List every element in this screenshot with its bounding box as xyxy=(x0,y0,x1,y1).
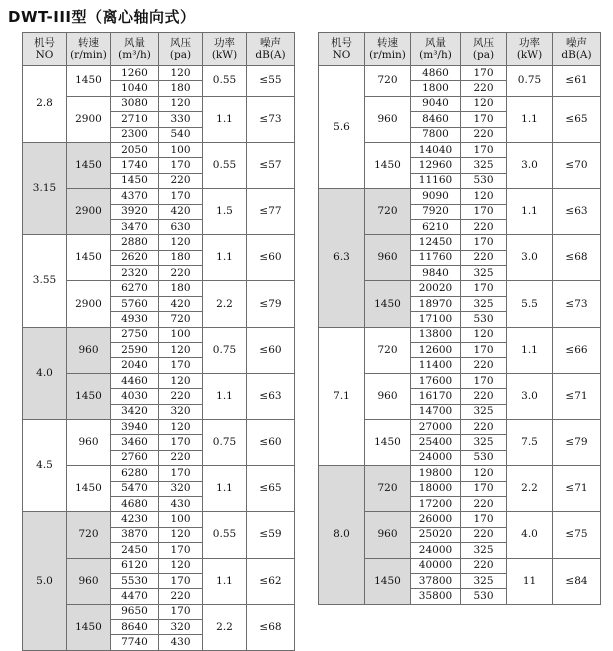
airflow-cell: 20020 xyxy=(411,281,461,296)
pressure-cell: 120 xyxy=(159,558,203,573)
header-unit: (kW) xyxy=(516,49,543,61)
airflow-cell: 1740 xyxy=(111,158,159,173)
airflow-cell: 8640 xyxy=(111,620,159,635)
power-cell: 0.75 xyxy=(203,419,247,465)
airflow-cell: 4930 xyxy=(111,312,159,327)
pressure-cell: 220 xyxy=(159,266,203,281)
power-cell: 1.1 xyxy=(203,235,247,281)
noise-cell: ≤79 xyxy=(247,281,295,327)
airflow-cell: 40000 xyxy=(411,558,461,573)
speed-cell: 720 xyxy=(365,189,411,235)
model-no-cell: 5.0 xyxy=(23,512,67,651)
pressure-cell: 170 xyxy=(159,543,203,558)
airflow-cell: 2040 xyxy=(111,358,159,373)
airflow-cell: 11160 xyxy=(411,173,461,188)
noise-cell: ≤77 xyxy=(247,189,295,235)
airflow-cell: 6210 xyxy=(411,219,461,234)
noise-cell: ≤65 xyxy=(553,96,601,142)
speed-cell: 720 xyxy=(67,512,111,558)
pressure-cell: 120 xyxy=(461,466,507,481)
noise-cell: ≤84 xyxy=(553,558,601,604)
pressure-cell: 220 xyxy=(159,450,203,465)
pressure-cell: 325 xyxy=(461,573,507,588)
table-row xyxy=(319,327,601,342)
noise-cell: ≤79 xyxy=(553,419,601,465)
airflow-cell: 2750 xyxy=(111,327,159,342)
airflow-cell: 4460 xyxy=(111,373,159,388)
header-label: 风量 xyxy=(425,37,446,49)
table-row xyxy=(23,327,295,342)
header-power xyxy=(203,33,247,66)
header-label: 功率 xyxy=(519,37,540,49)
header-power xyxy=(507,33,553,66)
power-cell: 5.5 xyxy=(507,281,553,327)
airflow-cell: 2760 xyxy=(111,450,159,465)
pressure-cell: 170 xyxy=(461,112,507,127)
pressure-cell: 220 xyxy=(461,419,507,434)
speed-cell: 1450 xyxy=(67,142,111,188)
airflow-cell: 26000 xyxy=(411,512,461,527)
speed-cell: 960 xyxy=(365,96,411,142)
pressure-cell: 220 xyxy=(461,127,507,142)
power-cell: 1.1 xyxy=(507,189,553,235)
pressure-cell: 100 xyxy=(159,142,203,157)
power-cell: 0.55 xyxy=(203,512,247,558)
header-speed xyxy=(365,33,411,66)
noise-cell: ≤70 xyxy=(553,142,601,188)
pressure-cell: 180 xyxy=(159,81,203,96)
speed-cell: 720 xyxy=(365,66,411,97)
header-unit: NO xyxy=(35,49,54,61)
airflow-cell: 25400 xyxy=(411,435,461,450)
airflow-cell: 5760 xyxy=(111,296,159,311)
pressure-cell: 220 xyxy=(159,173,203,188)
model-no-cell: 4.0 xyxy=(23,327,67,419)
pressure-cell: 120 xyxy=(159,66,203,81)
header-label: 功率 xyxy=(214,37,235,49)
pressure-cell: 420 xyxy=(159,296,203,311)
table-row xyxy=(23,142,295,157)
speed-cell: 960 xyxy=(365,512,411,558)
power-cell: 0.55 xyxy=(203,66,247,97)
airflow-cell: 9650 xyxy=(111,604,159,619)
model-no-cell: 4.5 xyxy=(23,419,67,511)
header-unit: (r/min) xyxy=(369,49,406,61)
airflow-cell: 9840 xyxy=(411,266,461,281)
header-pressure xyxy=(461,33,507,66)
model-no-cell: 3.55 xyxy=(23,235,67,327)
pressure-cell: 170 xyxy=(159,358,203,373)
pressure-cell: 530 xyxy=(461,173,507,188)
pressure-cell: 120 xyxy=(159,343,203,358)
power-cell: 1.1 xyxy=(507,327,553,373)
pressure-cell: 120 xyxy=(159,96,203,111)
speed-cell: 720 xyxy=(365,466,411,512)
pressure-cell: 420 xyxy=(159,204,203,219)
power-cell: 1.1 xyxy=(203,466,247,512)
speed-cell: 2900 xyxy=(67,189,111,235)
pressure-cell: 430 xyxy=(159,635,203,650)
pressure-cell: 320 xyxy=(159,481,203,496)
header-label: 机号 xyxy=(34,37,55,49)
noise-cell: ≤71 xyxy=(553,466,601,512)
pressure-cell: 630 xyxy=(159,219,203,234)
speed-cell: 1450 xyxy=(365,419,411,465)
power-cell: 1.5 xyxy=(203,189,247,235)
pressure-cell: 120 xyxy=(159,235,203,250)
speed-cell: 960 xyxy=(67,419,111,465)
airflow-cell: 12450 xyxy=(411,235,461,250)
airflow-cell: 2620 xyxy=(111,250,159,265)
pressure-cell: 170 xyxy=(461,66,507,81)
pressure-cell: 325 xyxy=(461,158,507,173)
noise-cell: ≤62 xyxy=(247,558,295,604)
header-noise xyxy=(553,33,601,66)
speed-cell: 2900 xyxy=(67,281,111,327)
airflow-cell: 18970 xyxy=(411,296,461,311)
airflow-cell: 4470 xyxy=(111,589,159,604)
airflow-cell: 9040 xyxy=(411,96,461,111)
power-cell: 1.1 xyxy=(203,558,247,604)
pressure-cell: 120 xyxy=(159,373,203,388)
header-row xyxy=(23,33,295,66)
airflow-cell: 2880 xyxy=(111,235,159,250)
pressure-cell: 330 xyxy=(159,112,203,127)
table-row xyxy=(23,419,295,434)
speed-cell: 1450 xyxy=(365,142,411,188)
airflow-cell: 6280 xyxy=(111,466,159,481)
power-cell: 4.0 xyxy=(507,512,553,558)
header-unit: dB(A) xyxy=(255,49,286,61)
pressure-cell: 220 xyxy=(461,219,507,234)
header-label: 噪声 xyxy=(566,37,587,49)
pressure-cell: 325 xyxy=(461,404,507,419)
airflow-cell: 11400 xyxy=(411,358,461,373)
model-no-cell: 2.8 xyxy=(23,66,67,143)
pressure-cell: 220 xyxy=(461,81,507,96)
power-cell: 1.1 xyxy=(507,96,553,142)
airflow-cell: 14040 xyxy=(411,142,461,157)
pressure-cell: 120 xyxy=(461,189,507,204)
airflow-cell: 3920 xyxy=(111,204,159,219)
power-cell: 0.55 xyxy=(203,142,247,188)
pressure-cell: 120 xyxy=(461,96,507,111)
airflow-cell: 1040 xyxy=(111,81,159,96)
table-row xyxy=(23,512,295,527)
power-cell: 7.5 xyxy=(507,419,553,465)
noise-cell: ≤66 xyxy=(553,327,601,373)
noise-cell: ≤73 xyxy=(247,96,295,142)
header-airflow xyxy=(111,33,159,66)
airflow-cell: 3420 xyxy=(111,404,159,419)
noise-cell: ≤61 xyxy=(553,66,601,97)
speed-cell: 1450 xyxy=(67,604,111,650)
airflow-cell: 2710 xyxy=(111,112,159,127)
airflow-cell: 6120 xyxy=(111,558,159,573)
pressure-cell: 325 xyxy=(461,543,507,558)
header-unit: (pa) xyxy=(169,49,192,61)
model-no-cell: 8.0 xyxy=(319,466,365,605)
noise-cell: ≤68 xyxy=(247,604,295,650)
pressure-cell: 120 xyxy=(159,527,203,542)
speed-cell: 720 xyxy=(365,327,411,373)
pressure-cell: 170 xyxy=(159,158,203,173)
header-unit: (m³/h) xyxy=(118,49,151,61)
pressure-cell: 170 xyxy=(159,604,203,619)
airflow-cell: 11760 xyxy=(411,250,461,265)
pressure-cell: 170 xyxy=(461,373,507,388)
header-label: 噪声 xyxy=(260,37,281,49)
power-cell: 11 xyxy=(507,558,553,604)
pressure-cell: 170 xyxy=(461,281,507,296)
power-cell: 0.75 xyxy=(507,66,553,97)
airflow-cell: 3870 xyxy=(111,527,159,542)
pressure-cell: 530 xyxy=(461,312,507,327)
header-unit: (m³/h) xyxy=(419,49,452,61)
model-no-cell: 7.1 xyxy=(319,327,365,466)
noise-cell: ≤57 xyxy=(247,142,295,188)
header-label: 转速 xyxy=(78,37,99,49)
header-label: 转速 xyxy=(377,37,398,49)
airflow-cell: 17100 xyxy=(411,312,461,327)
pressure-cell: 100 xyxy=(159,327,203,342)
header-model-no xyxy=(23,33,67,66)
airflow-cell: 25020 xyxy=(411,527,461,542)
model-no-cell: 6.3 xyxy=(319,189,365,328)
speed-cell: 1450 xyxy=(67,235,111,281)
noise-cell: ≤71 xyxy=(553,373,601,419)
header-unit: dB(A) xyxy=(561,49,592,61)
pressure-cell: 170 xyxy=(461,204,507,219)
pressure-cell: 170 xyxy=(461,481,507,496)
speed-cell: 1450 xyxy=(365,281,411,327)
airflow-cell: 8460 xyxy=(411,112,461,127)
pressure-cell: 530 xyxy=(461,450,507,465)
power-cell: 3.0 xyxy=(507,142,553,188)
pressure-cell: 320 xyxy=(159,620,203,635)
pressure-cell: 220 xyxy=(461,358,507,373)
airflow-cell: 16170 xyxy=(411,389,461,404)
noise-cell: ≤60 xyxy=(247,327,295,373)
speed-cell: 960 xyxy=(365,235,411,281)
airflow-cell: 27000 xyxy=(411,419,461,434)
noise-cell: ≤59 xyxy=(247,512,295,558)
speed-cell: 1450 xyxy=(67,466,111,512)
power-cell: 3.0 xyxy=(507,235,553,281)
airflow-cell: 2590 xyxy=(111,343,159,358)
header-row xyxy=(319,33,601,66)
airflow-cell: 3470 xyxy=(111,219,159,234)
airflow-cell: 7740 xyxy=(111,635,159,650)
speed-cell: 1450 xyxy=(67,373,111,419)
pressure-cell: 220 xyxy=(159,589,203,604)
pressure-cell: 220 xyxy=(159,389,203,404)
power-cell: 1.1 xyxy=(203,96,247,142)
pressure-cell: 170 xyxy=(461,343,507,358)
pressure-cell: 530 xyxy=(461,589,507,604)
pressure-cell: 220 xyxy=(461,558,507,573)
pressure-cell: 170 xyxy=(461,235,507,250)
pressure-cell: 170 xyxy=(159,573,203,588)
header-speed xyxy=(67,33,111,66)
model-no-cell: 5.6 xyxy=(319,66,365,189)
table-row xyxy=(319,189,601,204)
pressure-cell: 220 xyxy=(461,389,507,404)
header-unit: (kW) xyxy=(211,49,238,61)
pressure-cell: 220 xyxy=(461,496,507,511)
pressure-cell: 325 xyxy=(461,296,507,311)
header-label: 机号 xyxy=(331,37,352,49)
airflow-cell: 3080 xyxy=(111,96,159,111)
airflow-cell: 2300 xyxy=(111,127,159,142)
header-label: 风量 xyxy=(124,37,145,49)
airflow-cell: 2450 xyxy=(111,543,159,558)
table-row xyxy=(319,466,601,481)
airflow-cell: 17600 xyxy=(411,373,461,388)
header-unit: NO xyxy=(332,49,351,61)
pressure-cell: 170 xyxy=(159,466,203,481)
pressure-cell: 100 xyxy=(159,512,203,527)
pressure-cell: 220 xyxy=(461,527,507,542)
airflow-cell: 13800 xyxy=(411,327,461,342)
airflow-cell: 6270 xyxy=(111,281,159,296)
airflow-cell: 37800 xyxy=(411,573,461,588)
airflow-cell: 7800 xyxy=(411,127,461,142)
airflow-cell: 3940 xyxy=(111,419,159,434)
power-cell: 2.2 xyxy=(203,604,247,650)
airflow-cell: 4230 xyxy=(111,512,159,527)
airflow-cell: 17200 xyxy=(411,496,461,511)
power-cell: 0.75 xyxy=(203,327,247,373)
noise-cell: ≤68 xyxy=(553,235,601,281)
pressure-cell: 540 xyxy=(159,127,203,142)
airflow-cell: 35800 xyxy=(411,589,461,604)
header-label: 风压 xyxy=(170,37,191,49)
airflow-cell: 4030 xyxy=(111,389,159,404)
header-unit: (r/min) xyxy=(70,49,107,61)
airflow-cell: 1260 xyxy=(111,66,159,81)
speed-cell: 1450 xyxy=(67,66,111,97)
airflow-cell: 19800 xyxy=(411,466,461,481)
airflow-cell: 4680 xyxy=(111,496,159,511)
header-model-no xyxy=(319,33,365,66)
header-airflow xyxy=(411,33,461,66)
header-noise xyxy=(247,33,295,66)
speed-cell: 960 xyxy=(67,327,111,373)
pressure-cell: 120 xyxy=(461,327,507,342)
header-unit: (pa) xyxy=(472,49,495,61)
airflow-cell: 3460 xyxy=(111,435,159,450)
table-row xyxy=(319,66,601,81)
pressure-cell: 180 xyxy=(159,281,203,296)
fan-spec-table-left xyxy=(22,32,295,651)
airflow-cell: 14700 xyxy=(411,404,461,419)
pressure-cell: 220 xyxy=(461,250,507,265)
pressure-cell: 170 xyxy=(159,189,203,204)
pressure-cell: 120 xyxy=(159,419,203,434)
airflow-cell: 2050 xyxy=(111,142,159,157)
airflow-cell: 7920 xyxy=(411,204,461,219)
header-label: 风压 xyxy=(473,37,494,49)
airflow-cell: 2320 xyxy=(111,266,159,281)
model-no-cell: 3.15 xyxy=(23,142,67,234)
noise-cell: ≤63 xyxy=(247,373,295,419)
table-row xyxy=(23,66,295,81)
airflow-cell: 5470 xyxy=(111,481,159,496)
page-title: DWT-III型（离心轴向式） xyxy=(8,8,196,26)
airflow-cell: 5530 xyxy=(111,573,159,588)
fan-spec-table-right xyxy=(318,32,601,605)
pressure-cell: 320 xyxy=(159,404,203,419)
pressure-cell: 430 xyxy=(159,496,203,511)
airflow-cell: 1450 xyxy=(111,173,159,188)
power-cell: 3.0 xyxy=(507,373,553,419)
airflow-cell: 24000 xyxy=(411,543,461,558)
header-pressure xyxy=(159,33,203,66)
power-cell: 1.1 xyxy=(203,373,247,419)
noise-cell: ≤75 xyxy=(553,512,601,558)
noise-cell: ≤63 xyxy=(553,189,601,235)
airflow-cell: 12960 xyxy=(411,158,461,173)
airflow-cell: 1800 xyxy=(411,81,461,96)
pressure-cell: 325 xyxy=(461,266,507,281)
airflow-cell: 9090 xyxy=(411,189,461,204)
pressure-cell: 180 xyxy=(159,250,203,265)
airflow-cell: 4370 xyxy=(111,189,159,204)
noise-cell: ≤60 xyxy=(247,235,295,281)
speed-cell: 1450 xyxy=(365,558,411,604)
noise-cell: ≤55 xyxy=(247,66,295,97)
pressure-cell: 170 xyxy=(461,142,507,157)
airflow-cell: 24000 xyxy=(411,450,461,465)
pressure-cell: 170 xyxy=(461,512,507,527)
noise-cell: ≤73 xyxy=(553,281,601,327)
airflow-cell: 18000 xyxy=(411,481,461,496)
airflow-cell: 4860 xyxy=(411,66,461,81)
pressure-cell: 170 xyxy=(159,435,203,450)
power-cell: 2.2 xyxy=(507,466,553,512)
pressure-cell: 325 xyxy=(461,435,507,450)
power-cell: 2.2 xyxy=(203,281,247,327)
speed-cell: 960 xyxy=(365,373,411,419)
table-row xyxy=(23,235,295,250)
speed-cell: 2900 xyxy=(67,96,111,142)
noise-cell: ≤60 xyxy=(247,419,295,465)
pressure-cell: 720 xyxy=(159,312,203,327)
speed-cell: 960 xyxy=(67,558,111,604)
airflow-cell: 12600 xyxy=(411,343,461,358)
noise-cell: ≤65 xyxy=(247,466,295,512)
